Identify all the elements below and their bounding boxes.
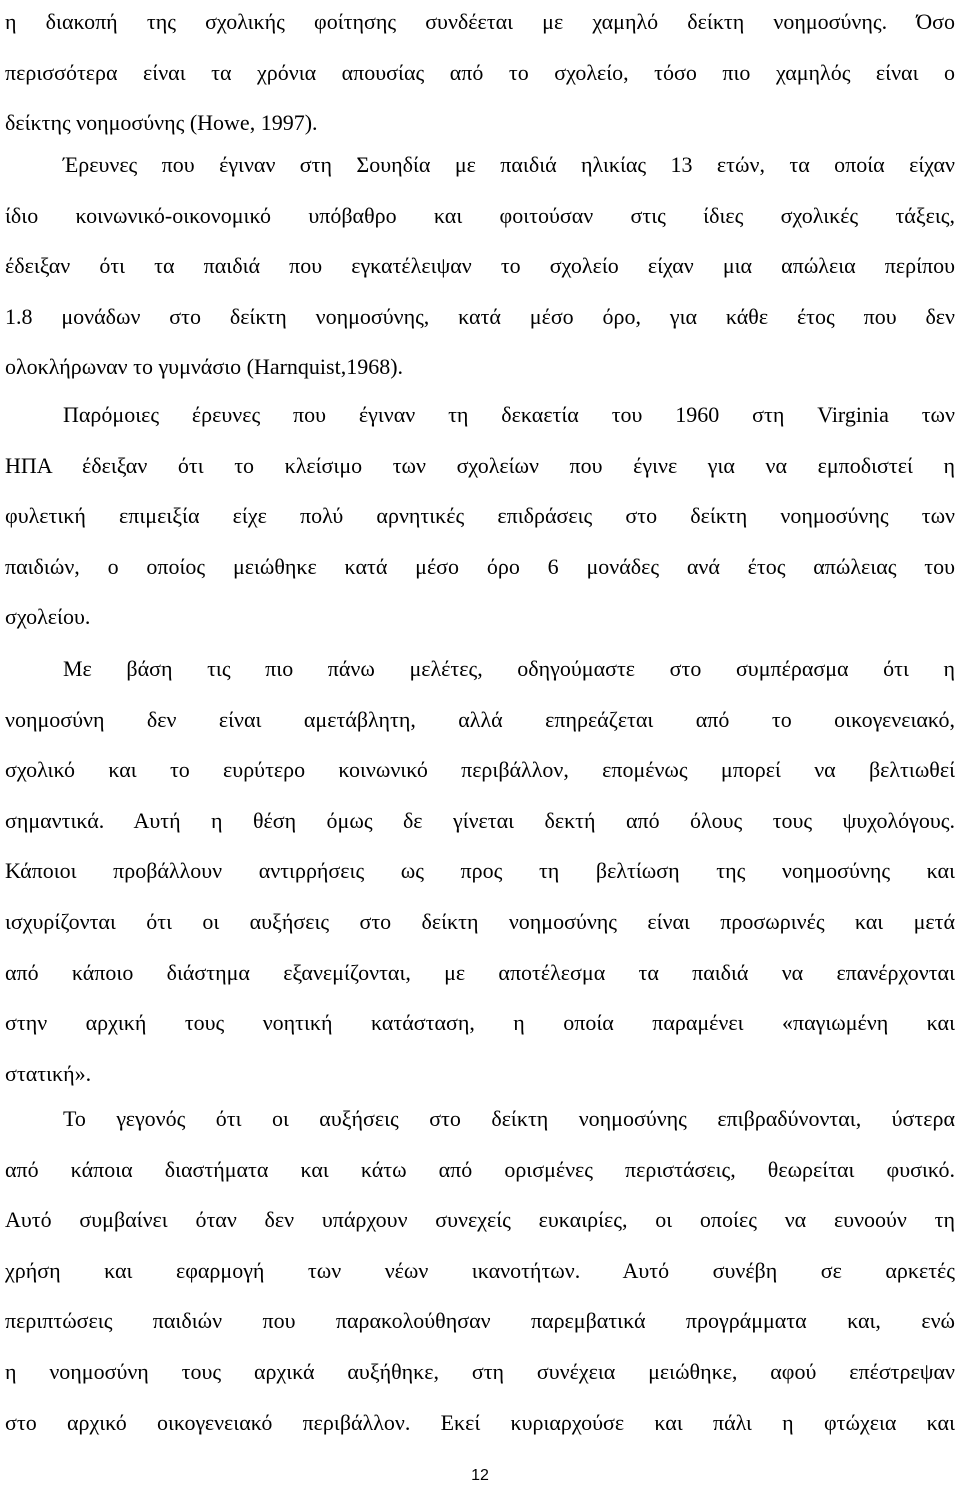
text-line: στην αρχική τους νοητική κατάσταση, η οποία παραμένει «παγιωμένη και (5, 1010, 955, 1036)
text-line: Παρόμοιες έρευνες που έγιναν τη δεκαετία του 1960 στη Virginia των (63, 402, 955, 427)
text-line: περιπτώσεις παιδιών που παρακολούθησαν παρεμβατικά προγράμματα και, ενώ (5, 1308, 955, 1334)
text-line: Με βάση τις πιο πάνω μελέτες, οδηγούμαστε στο συμπέρασμα ότι η (63, 656, 955, 681)
text-line: ολοκλήρωναν το γυμνάσιο (Harnquist,1968). (5, 354, 404, 380)
text-line: νοημοσύνη δεν είναι αμετάβλητη, αλλά επηρεάζεται από το οικογενειακό, (5, 706, 955, 732)
text-line: παιδιών, ο οποίος μειώθηκε κατά μέσο όρο 6 μονάδες ανά έτος απώλειας του (5, 553, 955, 579)
text-line: Το γεγονός ότι οι αυξήσεις στο δείκτη νοημοσύνης επιβραδύνονται, ύστερα (63, 1106, 955, 1131)
paragraph-1 (5, 0, 955, 149)
text-line: από κάποιο διάστημα εξανεμίζονται, με αποτέλεσμα τα παιδιά να επανέρχονται (5, 959, 955, 985)
paragraph-3 (5, 390, 955, 643)
text-line: από κάποια διαστήματα και κάτω από ορισμένες περιστάσεις, θεωρείται φυσικό. (5, 1156, 955, 1182)
page-number: 12 (471, 1467, 489, 1484)
text-line: χρήση και εφαρμογή των νέων ικανοτήτων. Αυτό συνέβη σε αρκετές (5, 1257, 955, 1283)
text-line: ίδιο κοινωνικό-οικονομικό υπόβαθρο και φοιτούσαν στις ίδιες σχολικές τάξεις, (5, 202, 955, 228)
text-line: στατική». (5, 1060, 92, 1086)
text-line: η νοημοσύνη τους αρχικά αυξήθηκε, στη συνέχεια μειώθηκε, αφού επέστρεψαν (5, 1358, 955, 1384)
text-line: δείκτης νοημοσύνης (Howe, 1997). (5, 110, 318, 136)
text-line: 1.8 μονάδων στο δείκτη νοημοσύνης, κατά μέσο όρο, για κάθε έτος που δεν (5, 303, 955, 329)
text-line: η διακοπή της σχολικής φοίτησης συνδέεται με χαμηλό δείκτη νοημοσύνης. Όσο (5, 9, 955, 34)
text-line: σημαντικά. Αυτή η θέση όμως δε γίνεται δεκτή από όλους τους ψυχολόγους. (5, 807, 955, 833)
text-line: σχολικό και το ευρύτερο κοινωνικό περιβάλλον, επομένως μπορεί να βελτιωθεί (5, 757, 955, 783)
paragraph-5 (5, 1094, 955, 1448)
text-line: Αυτό συμβαίνει όταν δεν υπάρχουν συνεχείς ευκαιρίες, οι οποίες να ευνοούν τη (5, 1207, 955, 1233)
text-line: έδειξαν ότι τα παιδιά που εγκατέλειψαν το σχολείο είχαν μια απώλεια περίπου (5, 253, 955, 279)
text-line: στο αρχικό οικογενειακό περιβάλλον. Εκεί κυριαρχούσε και πάλι η φτώχεια και (5, 1409, 955, 1435)
text-line: Έρευνες που έγιναν στη Σουηδία με παιδιά ηλικίας 13 ετών, τα οποία είχαν (63, 152, 955, 177)
text-line: περισσότερα είναι τα χρόνια απουσίας από το σχολείο, τόσο πιο χαμηλός είναι ο (5, 59, 955, 85)
text-line: ισχυρίζονται ότι οι αυξήσεις στο δείκτη νοημοσύνης είναι προσωρινές και μετά (5, 908, 955, 934)
text-line: ΗΠΑ έδειξαν ότι το κλείσιμο των σχολείων που έγινε για να εμποδιστεί η (5, 452, 955, 478)
text-line: φυλετική επιμειξία είχε πολύ αρνητικές επιδράσεις στο δείκτη νοημοσύνης των (5, 503, 955, 529)
text-line: Κάποιοι προβάλλουν αντιρρήσεις ως προς τη βελτίωση της νοημοσύνης και (5, 858, 955, 884)
text-line: σχολείου. (5, 604, 91, 630)
paragraph-2 (5, 140, 955, 393)
paragraph-4 (5, 644, 955, 1099)
